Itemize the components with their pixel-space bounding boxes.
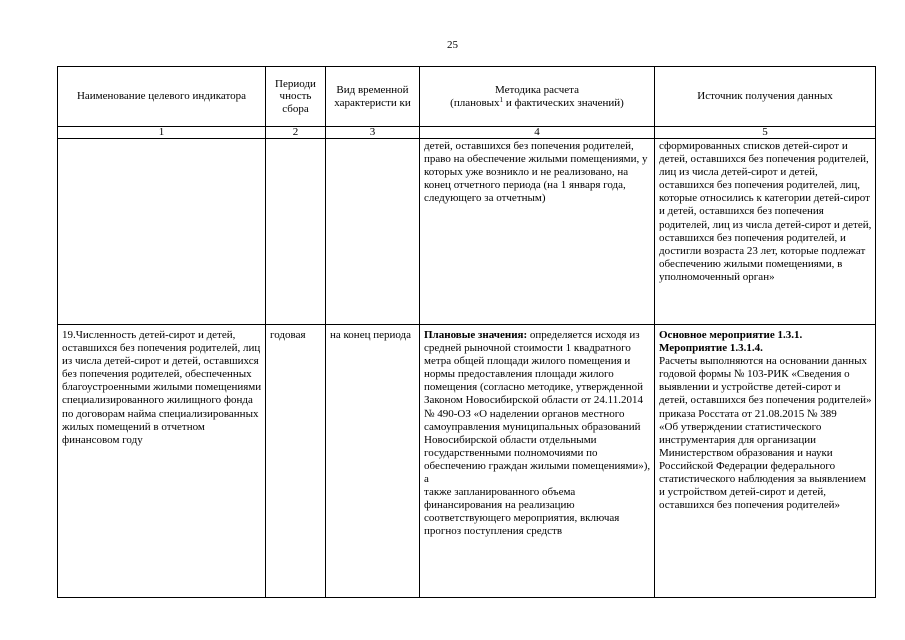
header-method-subtitle: [422, 97, 652, 110]
main-activity-label: Основное мероприятие 1.3.1.: [659, 329, 803, 341]
header-indicator-name: Наименование целевого индикатора: [58, 67, 266, 127]
footnote-marker: 1: [499, 95, 504, 104]
header-method-pre: (плановых: [450, 96, 500, 109]
header-time-characteristic: Вид временной характеристи ки: [326, 67, 420, 127]
indicator-19-source: [655, 325, 876, 598]
column-number: 5: [655, 127, 876, 139]
continuation-method-text: детей, оставшихся без попечения родителей, право на обеспечение жилыми помещениями, у которых уже возникло и не реализовано, на конец отчетного периода (на 1 января года, следующего за отчетным): [420, 139, 655, 325]
source-text-continued: «Об утверждении статистического инструментария для организации Министерством образования и науки Российской Федерации федерального статистического наблюдения за выявлением и устройством детей-сирот и детей, оставшихся без попечения родителей»: [659, 420, 866, 512]
indicator-19-name: 19.Численность детей-сирот и детей, оставшихся без попечения родителей, лиц из числа детей-сирот и детей, оставшихся без попечения родителей, обеспеченных благоустроенными жилыми помещениями специализированного жилищного фонда по договорам найма специализированных жилых помещений в отчетном финансовом году: [58, 325, 266, 598]
column-number: 3: [326, 127, 420, 139]
table-row-continuation: [58, 139, 876, 325]
table-row-indicator-19: [58, 325, 876, 598]
indicator-19-method: [420, 325, 655, 598]
planned-values-text-continued: также запланированного объема финансирования на реализацию соответствующего мероприятия, включая прогноз поступления средств: [424, 486, 620, 538]
header-row: [58, 67, 876, 127]
cell-empty: [58, 139, 266, 325]
planned-values-label: Плановые значения:: [424, 329, 528, 341]
planned-values-text: определяется исходя из средней рыночной стоимости 1 квадратного метра общей площади жилого помещения и нормы предоставления площади жилого помещения (согласно методике, утвержденной Законом Новосибирской области от 24.11.2014 № 490-ОЗ «О наделении органов местного самоуправления муниципальных образований Новосибирской области отдельными государственными полномочиями по обеспечению граждан жилыми помещениями»), а: [424, 329, 651, 486]
continuation-source-text: сформированных списков детей-сирот и детей, оставшихся без попечения родителей, лиц из числа детей-сирот и детей, оставшихся без попечения родителей, лиц, которые относились к категории детей-сирот и детей, оставшихся без попечения родителей, лиц из числа детей-сирот и детей, оставшихся без попечения родителей, и достигли возраста 23 лет, которые подлежат обеспечению жилыми помещениями, в уполномоченный орган»: [655, 139, 876, 325]
header-data-source: Источник получения данных: [655, 67, 876, 127]
page-number: 25: [447, 39, 458, 51]
header-calculation-method: [420, 67, 655, 127]
indicator-table: [57, 66, 876, 598]
indicator-19-periodicity: годовая: [266, 325, 326, 598]
column-number: 2: [266, 127, 326, 139]
source-text: Расчеты выполняются на основании данных годовой формы № 103-РИК «Сведения о выявлении и устройстве детей-сирот и детей, оставшихся без попечения родителей» приказа Росстата от 21.08.2015 № 389: [659, 355, 872, 420]
activity-label: Мероприятие 1.3.1.4.: [659, 342, 763, 355]
header-method-post: и фактических значений): [503, 96, 624, 109]
indicator-19-time-characteristic: на конец периода: [326, 325, 420, 598]
column-number: 4: [420, 127, 655, 139]
cell-empty: [326, 139, 420, 325]
column-number: 1: [58, 127, 266, 139]
header-periodicity: Периоди чность сбора: [266, 67, 326, 127]
header-method-title: Методика расчета: [495, 84, 579, 96]
column-number-row: [58, 127, 876, 139]
cell-empty: [266, 139, 326, 325]
